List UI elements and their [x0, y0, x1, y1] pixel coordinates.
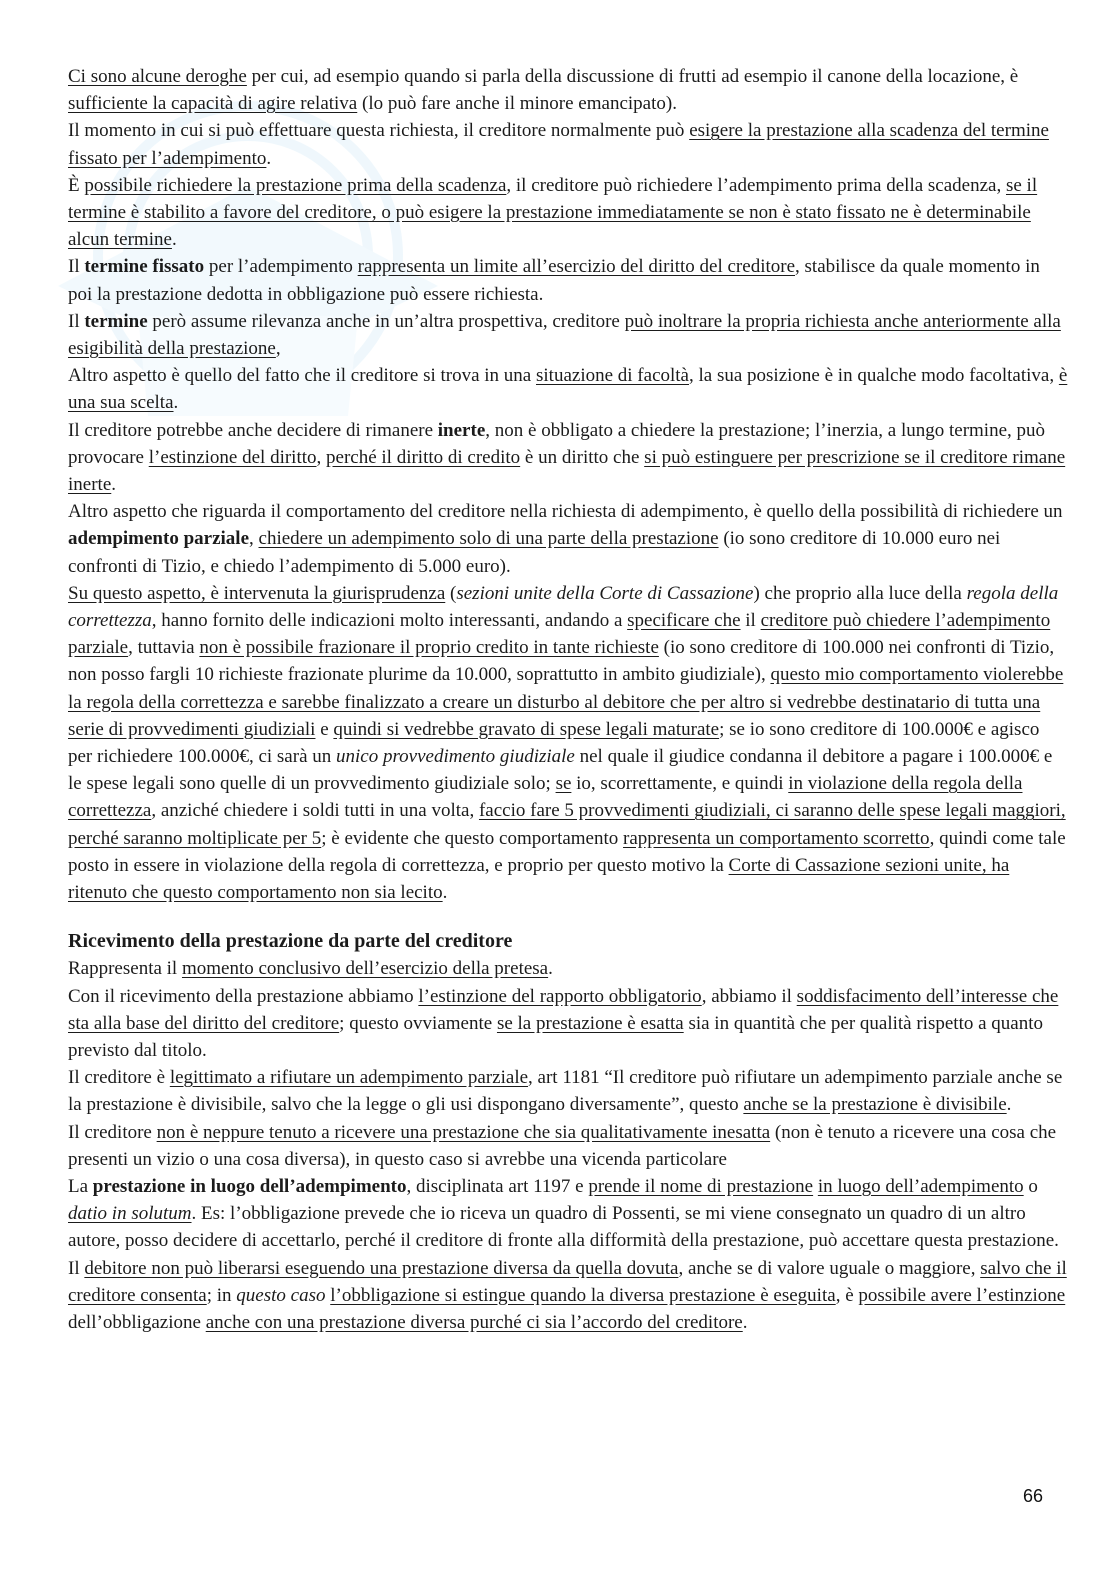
paragraph	[68, 362, 1068, 416]
underlined-text: in luogo dell’adempimento	[817, 1175, 1024, 1197]
paragraph	[68, 955, 1068, 982]
text-run: ; in	[206, 1284, 237, 1306]
italic-text: questo caso	[236, 1284, 326, 1306]
underlined-text: debitore non può liberarsi eseguendo una prestazione diversa da quella dovuta	[84, 1257, 679, 1279]
underlined-text: faccio fare 5 provvedimenti giudiziali, ci saranno delle spese legali maggiori, perché saranno moltiplicate per 5	[68, 800, 1066, 849]
underlined-text: l’estinzione del rapporto obbligatorio	[418, 985, 702, 1007]
bold-term: prestazione in luogo dell’adempimento	[92, 1175, 407, 1197]
text-run: (	[445, 582, 457, 604]
text-run: . Es: l’obbligazione prevede che io riceva un quadro di Possenti, se mi viene consegnato un quadro di un altro autore, posso decidere di accettarlo, perché il creditore di fronte alla difformità della prestazione, può accettare questa prestazione.	[68, 1203, 1059, 1252]
paragraph	[68, 983, 1068, 1065]
paragraph	[68, 417, 1068, 499]
text-run: , la sua posizione è in qualche modo facoltativa,	[689, 365, 1059, 387]
text-run: però assume rilevanza anche in un’altra prospettiva, creditore	[147, 310, 625, 332]
text-run: , abbiamo il	[701, 985, 797, 1007]
text-run: , il creditore può richiedere l’adempimento prima della scadenza,	[506, 174, 1006, 196]
text-run: ; questo ovviamente	[339, 1012, 497, 1034]
body-text-section-2	[68, 955, 1068, 1336]
bold-term: inerte	[437, 419, 486, 441]
text-run: ) che proprio alla luce della	[753, 582, 967, 604]
text-run: Il creditore è	[68, 1067, 170, 1089]
text-run: (io sono creditore di 100.000 nei confronti di Tizio, non posso fargli 10 richieste frazionate plurime da 10.000, soprattutto in ambito giudiziale),	[68, 637, 1055, 686]
paragraph	[68, 172, 1068, 254]
underlined-text: legittimato a rifiutare un adempimento parziale	[169, 1067, 529, 1089]
text-run: .	[1006, 1094, 1012, 1116]
text-run: il	[740, 610, 761, 632]
text-run: è un diritto che	[520, 446, 645, 468]
text-run: dell’obbligazione	[68, 1311, 206, 1333]
underlined-text: l’obbligazione si estingue quando la diversa prestazione è eseguita	[330, 1284, 836, 1306]
underlined-text: se	[555, 773, 572, 795]
underlined-text: Su questo aspetto, è intervenuta la giurisprudenza	[68, 582, 446, 604]
underlined-text: rappresenta un limite all’esercizio del diritto del creditore	[357, 256, 796, 278]
text-run: Altro aspetto è quello del fatto che il creditore si trova in una	[68, 365, 536, 387]
italic-text: sezioni unite della Corte di Cassazione	[456, 582, 754, 604]
bold-term: termine fissato	[84, 256, 205, 278]
text-run: Il	[68, 1257, 85, 1279]
text-run: (lo può fare anche il minore emancipato).	[357, 93, 677, 115]
body-text-section-1	[68, 63, 1068, 906]
section-heading: Ricevimento della prestazione da parte del creditore	[68, 930, 513, 953]
text-run: .	[173, 392, 179, 414]
page-number: 66	[1022, 1486, 1043, 1506]
text-run: , tuttavia	[128, 637, 200, 659]
underlined-text: esigere la prestazione alla scadenza del termine fissato per l’adempimento	[68, 120, 1049, 169]
text-run: Con il ricevimento della prestazione abbiamo	[68, 985, 419, 1007]
text-run: , è	[835, 1284, 859, 1306]
text-run: , non è obbligato a chiedere la prestazione; l’inerzia, a lungo termine, può provocare	[68, 419, 1046, 468]
bold-term: adempimento parziale	[68, 528, 250, 550]
text-run: , quindi come tale posto in essere in violazione della regola di correttezza, e proprio per questo motivo la	[68, 827, 1066, 876]
italic-text: unico provvedimento giudiziale	[336, 746, 575, 768]
underlined-text: specificare che	[627, 610, 741, 632]
underlined-text: rappresenta un comportamento scorretto	[623, 827, 930, 849]
text-run: , stabilisce da quale momento in poi la prestazione dedotta in obbligazione può essere richiesta.	[68, 256, 1040, 305]
underlined-text: l’estinzione del diritto	[148, 446, 317, 468]
underlined-text: non è neppure tenuto a ricevere una prestazione che sia qualitativamente inesatta	[156, 1121, 771, 1143]
text-run: .	[742, 1311, 748, 1333]
text-run: Il creditore	[68, 1121, 157, 1143]
text-run: Il creditore potrebbe anche decidere di rimanere	[68, 419, 438, 441]
underlined-text: quindi si vedrebbe gravato di spese legali maturate	[333, 718, 720, 740]
paragraph	[68, 1255, 1068, 1337]
underlined-text: sufficiente la capacità di agire relativa	[68, 93, 358, 115]
underlined-text: in violazione della regola della correttezza	[68, 773, 1023, 822]
text-run: .	[548, 958, 553, 980]
underlined-text: chiedere un adempimento solo di una parte della prestazione	[258, 528, 719, 550]
text-run: ,	[275, 338, 281, 360]
text-run: , disciplinata art 1197 e	[406, 1175, 589, 1197]
text-run: Altro aspetto che riguarda il comportamento del creditore nella richiesta di adempimento, è quello della possibilità di richiedere un	[68, 501, 1063, 523]
text-run: e	[315, 718, 334, 740]
text-run: Rappresenta il	[68, 958, 182, 980]
paragraph	[68, 580, 1068, 906]
paragraph	[68, 308, 1068, 362]
text-run: .	[266, 147, 272, 169]
text-run: , anziché chiedere i soldi tutti in una volta,	[151, 800, 479, 822]
text-run: .	[442, 882, 448, 904]
text-run: ; è evidente che questo comportamento	[321, 827, 624, 849]
paragraph	[68, 1173, 1068, 1255]
underlined-text: può inoltrare la propria richiesta anche anteriormente alla esigibilità della prestazione	[68, 310, 1061, 360]
underlined-text: si può estinguere per prescrizione se il creditore rimane inerte	[68, 446, 1066, 496]
text-run: Il	[68, 256, 85, 278]
underlined-text: datio in solutum	[68, 1203, 192, 1225]
text-run: È	[68, 174, 85, 196]
underlined-text: soddisfacimento dell’interesse che sta alla base del diritto del creditore	[68, 985, 1059, 1034]
text-run: (non è tenuto a ricevere una cosa che presenti un vizio o una cosa diversa), in questo caso si avrebbe una vicenda particolare	[68, 1121, 1057, 1170]
text-run: Il	[68, 310, 85, 332]
underlined-text: non è possibile frazionare il proprio credito in tante richieste	[199, 637, 659, 659]
paragraph	[68, 117, 1068, 171]
text-run: Il momento in cui si può effettuare questa richiesta, il creditore normalmente può	[68, 120, 690, 142]
text-run: .	[171, 229, 177, 251]
text-run: , anche se di valore uguale o maggiore,	[678, 1257, 981, 1279]
italic-text: regola della correttezza	[68, 582, 1059, 632]
underlined-text: se la prestazione è esatta	[496, 1012, 684, 1034]
bold-term: termine	[84, 310, 148, 332]
text-run: ; se io sono creditore di 100.000€ e agisco per richiedere 100.000€, ci sarà un	[68, 718, 1040, 768]
underlined-text: anche con una prestazione diversa purché ci sia l’accordo del creditore	[205, 1311, 743, 1333]
underlined-text: momento conclusivo dell’esercizio della pretesa	[181, 958, 549, 980]
underlined-text: prende il nome di prestazione	[588, 1175, 814, 1197]
paragraph	[68, 498, 1068, 580]
document-page	[68, 63, 1068, 1336]
text-run: sia in quantità che per qualità rispetto a quanto previsto dal titolo.	[68, 1012, 1043, 1061]
text-run: .	[111, 474, 117, 496]
paragraph	[68, 1064, 1068, 1118]
text-run: La	[68, 1175, 93, 1197]
paragraph	[68, 1119, 1068, 1173]
underlined-text: perché il diritto di credito	[326, 446, 521, 468]
text-run: io, scorrettamente, e quindi	[571, 773, 789, 795]
underlined-text: salvo che il creditore consenta	[68, 1257, 1067, 1306]
underlined-text: se il termine è stabilito a favore del creditore, o può esigere la prestazione immediatamente se non è stato fissato ne è determinabile alcun termine	[68, 174, 1038, 251]
text-run: ,	[316, 446, 327, 468]
underlined-text: questo mio comportamento violerebbe la regola della correttezza e sarebbe finalizzato a creare un disturbo al debitore che per altro si vedrebbe destinatario di tutta una serie di provvedimenti giudiziali	[68, 664, 1064, 740]
underlined-text: Corte di Cassazione sezioni unite, ha ritenuto che questo comportamento non sia lecito	[68, 854, 1010, 904]
text-run: per cui, ad esempio quando si parla della discussione di frutti ad esempio il canone della locazione, è	[246, 66, 1019, 87]
text-run: o	[1023, 1175, 1038, 1197]
text-run: (io sono creditore di 10.000 euro nei confronti di Tizio, e chiedo l’adempimento di 5.000 euro).	[68, 528, 1001, 577]
text-run: , art 1181 “Il creditore può rifiutare un adempimento parziale anche se la prestazione è divisibile, salvo che la legge o gli usi dispongano diversamente”, questo	[68, 1067, 1063, 1116]
underlined-text: è una sua scelta	[68, 365, 1068, 414]
underlined-text: situazione di facoltà	[536, 365, 689, 387]
text-run: per l’adempimento	[204, 256, 358, 278]
underlined-text: creditore può chiedere l’adempimento parziale	[68, 610, 1051, 659]
text-run: ,	[249, 528, 259, 550]
underlined-text: possibile avere l’estinzione	[858, 1284, 1066, 1306]
underlined-text: Ci sono alcune deroghe	[68, 66, 247, 87]
text-run: nel quale il giudice condanna il debitore a pagare i 100.000€ e le spese legali sono quelle di un provvedimento giudiziale solo;	[68, 746, 1053, 795]
underlined-text: possibile richiedere la prestazione prima della scadenza	[84, 174, 507, 196]
paragraph	[68, 63, 1068, 117]
underlined-text: anche se la prestazione è divisibile	[743, 1094, 1007, 1116]
text-run: , hanno fornito delle indicazioni molto interessanti, andando a	[151, 610, 628, 632]
paragraph	[68, 253, 1068, 307]
